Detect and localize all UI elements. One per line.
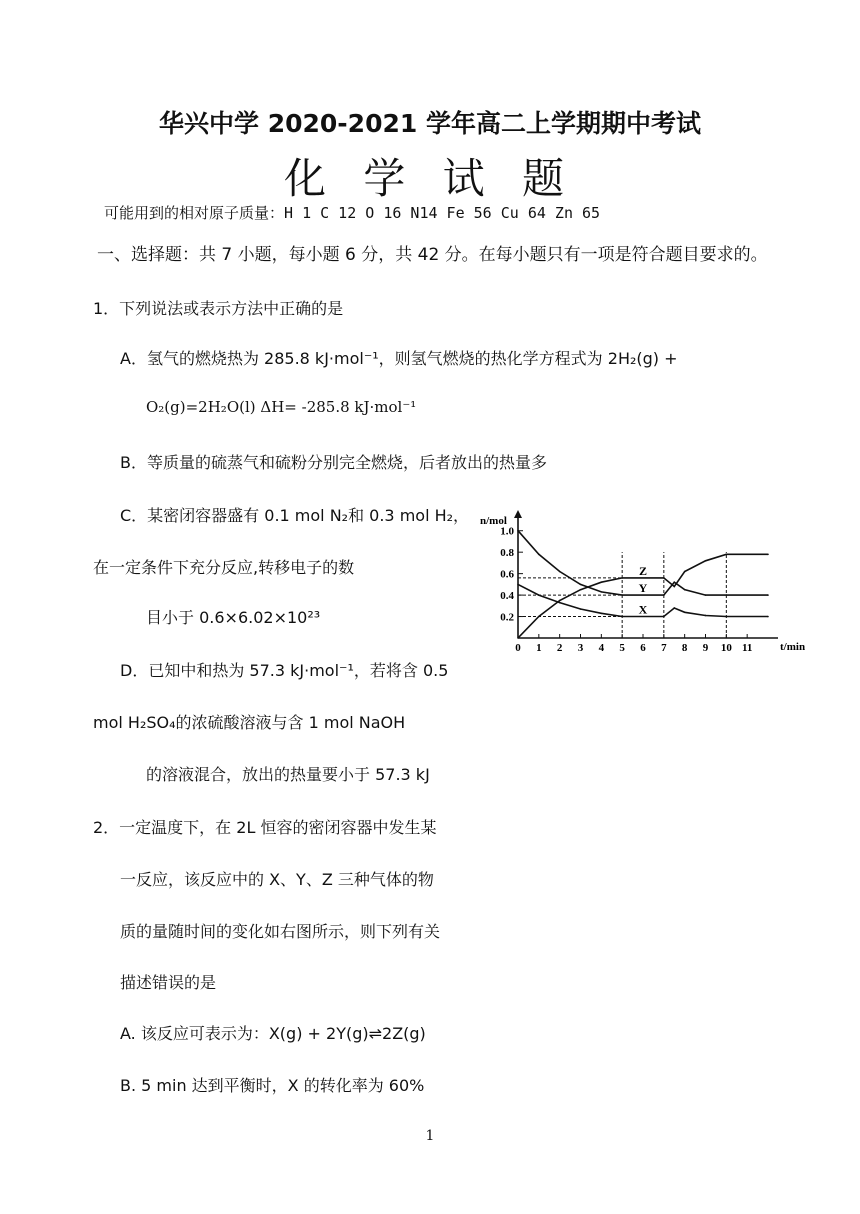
series-z-point [601,581,603,583]
series-z-point [538,616,540,618]
series-z-point [767,554,769,556]
x-tick-label: 2 [556,642,563,654]
exam-title: 华兴中学 2020-2021 学年高二上学期期中考试 [159,109,701,138]
series-x-point [517,584,519,586]
q1-option-c-line1: C．某密闭容器盛有 0.1 mol N₂和 0.3 mol H₂， [120,506,470,525]
series-y-point [663,594,665,596]
series-x-point [684,611,686,613]
series-x-point [726,616,728,618]
page-number: 1 [425,1128,435,1144]
q1-option-d-line3: 的溶液混合，放出的热量要小于 57.3 kJ [146,765,430,784]
series-y-point [767,594,769,596]
x-tick-label: 5 [619,642,625,654]
series-z-point [517,637,519,639]
series-y-point [580,584,582,586]
x-axis-label: t/min [780,641,806,653]
question-2-stem-line1: 2．一定温度下，在 2L 恒容的密闭容器中发生某 [93,818,437,837]
y-tick-label: 1.0 [500,525,514,538]
series-x-point [580,608,582,610]
q2-option-a: A. 该反应可表示为：X(g) + 2Y(g)⇌2Z(g) [120,1024,426,1043]
x-tick-label: 7 [661,642,667,654]
y-tick-label: 0.4 [500,590,514,603]
q1-option-c-line3: 目小于 0.6×6.02×10²³ [146,608,321,627]
series-x-point [601,613,603,615]
q1-option-d-line1: D．已知中和热为 57.3 kJ·mol⁻¹，若将含 0.5 [120,661,449,680]
series-y-point [673,581,675,583]
series-x-point [673,607,675,609]
series-y-point [517,530,519,532]
question-2-stem-line4: 描述错误的是 [120,973,217,992]
q1-option-a-line1: A．氢气的燃烧热为 285.8 kJ·mol⁻¹，则氢气燃烧的热化学方程式为 2H₂(g) + [120,349,678,368]
series-y-point [684,589,686,591]
q1-option-c-line2: 在一定条件下充分反应,转移电子的数 [93,558,355,577]
series-y-point [621,594,623,596]
series-y-label: Y [638,581,648,596]
question-1-stem: 1．下列说法或表示方法中正确的是 [93,299,344,318]
question-2-stem-line2: 一反应，该反应中的 X、Y、Z 三种气体的物 [120,870,434,889]
series-y-point [601,591,603,593]
series-x-point [705,615,707,617]
q1-option-b: B．等质量的硫蒸气和硫粉分别完全燃烧，后者放出的热量多 [120,453,547,472]
series-z-point [580,589,582,591]
subject-title: 化 学 试 题 [283,154,577,203]
mole-time-chart [478,508,806,660]
series-x-point [621,616,623,618]
series-z-label: Z [638,563,648,578]
series-z-point [621,577,623,579]
y-tick-label: 0.6 [500,568,514,581]
series-y-point [726,594,728,596]
series-x-point [538,594,540,596]
q2-option-b: B. 5 min 达到平衡时，X 的转化率为 60% [120,1076,425,1095]
x-tick-label: 9 [702,642,709,654]
x-tick-label: 6 [640,642,646,654]
question-2-stem-line3: 质的量随时间的变化如右图所示，则下列有关 [120,922,441,941]
series-x-point [559,602,561,604]
x-tick-label: 3 [577,642,584,654]
series-y-point [559,571,561,573]
series-z-point [559,600,561,602]
x-tick-label: 0 [515,642,521,654]
x-tick-label: 8 [681,642,688,654]
x-tick-label: 11 [741,642,753,654]
series-x-point [663,616,665,618]
x-tick-label: 4 [598,642,605,654]
series-y-point [538,554,540,556]
series-z-point [673,586,675,588]
atomic-masses: 可能用到的相对原子质量：H 1 C 12 O 16 N14 Fe 56 Cu 64 Zn 65 [104,204,601,222]
series-z-point [684,571,686,573]
y-axis-arrow [514,510,522,518]
series-z-point [705,560,707,562]
y-tick-label: 0.2 [500,611,514,624]
section-heading: 一、选择题：共 7 小题，每小题 6 分，共 42 分。在每小题只有一项是符合题目要求的。 [97,245,768,265]
q1-option-d-line2: mol H₂SO₄的浓硫酸溶液与含 1 mol NaOH [93,713,406,732]
x-tick-label: 1 [536,642,542,654]
y-axis-label: n/mol [480,515,507,527]
series-x-label: X [638,602,648,617]
series-x-point [767,616,769,618]
series-z-point [726,554,728,556]
series-z-point [663,577,665,579]
q1-option-a-line2: O₂(g)=2H₂O(l) ΔH= -285.8 kJ·mol⁻¹ [146,398,417,416]
y-tick-label: 0.8 [500,547,514,560]
series-y-point [705,594,707,596]
x-tick-label: 10 [720,642,732,654]
